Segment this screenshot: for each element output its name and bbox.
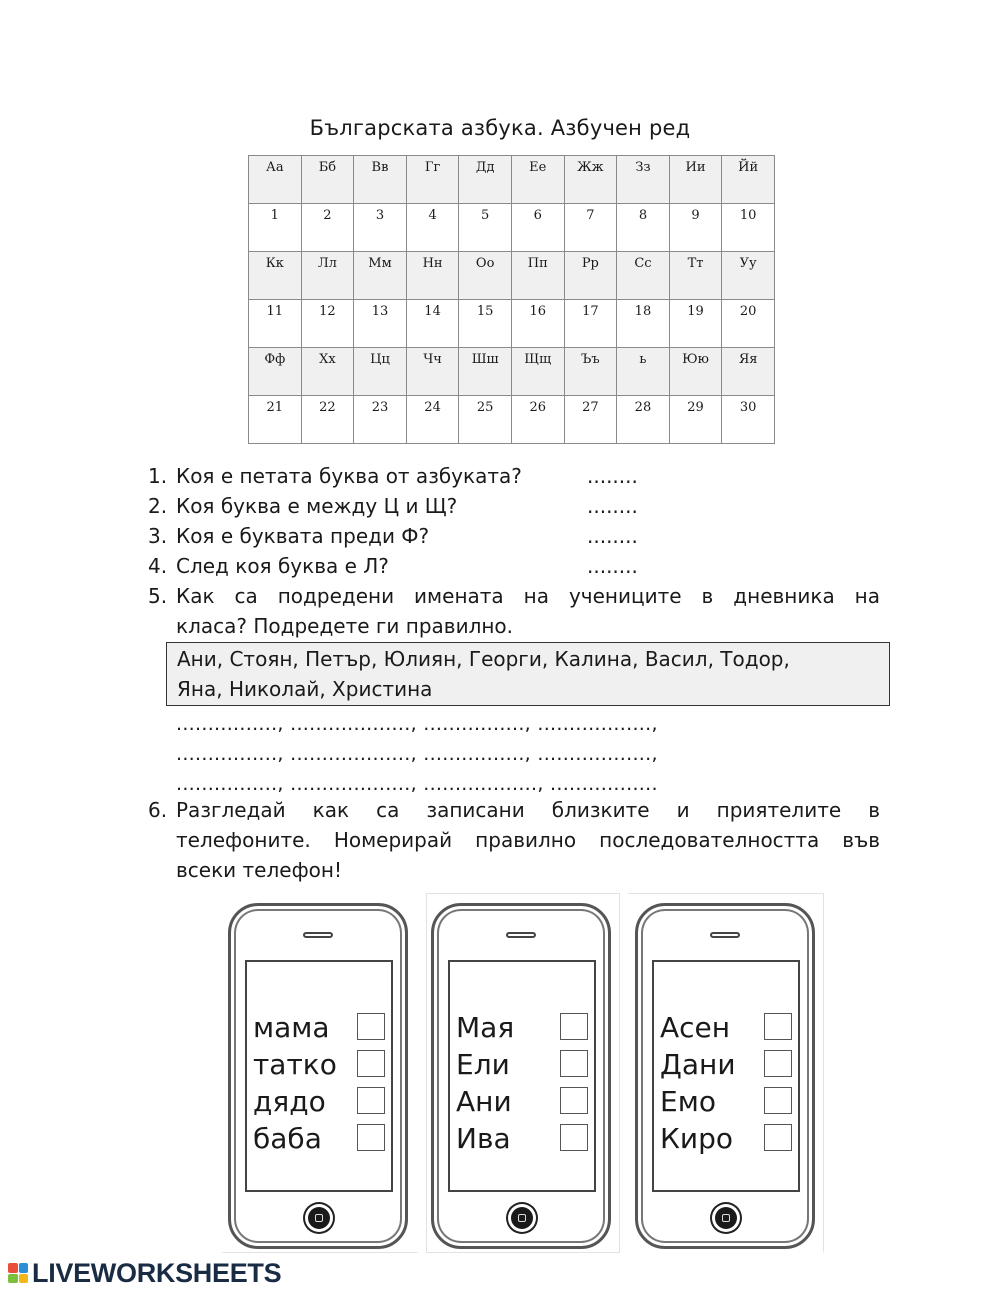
answer-line[interactable]: ................, ..................., .................., .................	[176, 773, 658, 795]
question-number: 3.	[148, 524, 168, 548]
letter-cell: Бб	[301, 156, 354, 204]
home-button-icon	[511, 1207, 533, 1229]
contact-name: Ани	[456, 1085, 512, 1118]
letter-cell: Лл	[301, 252, 354, 300]
number-cell: 9	[669, 204, 722, 252]
contact-name: дядо	[253, 1085, 326, 1118]
phone-speaker	[303, 932, 333, 938]
letter-cell: Йй	[722, 156, 775, 204]
number-cell: 18	[617, 300, 670, 348]
contact-entry	[456, 1120, 596, 1157]
question-number: 6.	[148, 798, 168, 822]
letter-cell: Вв	[354, 156, 407, 204]
number-cell: 24	[406, 396, 459, 444]
questions-list	[148, 461, 880, 641]
letter-cell: Фф	[249, 348, 302, 396]
phone-3	[635, 903, 815, 1249]
number-cell: 16	[511, 300, 564, 348]
question-3	[148, 521, 880, 551]
number-cell: 5	[459, 204, 512, 252]
contact-entry	[660, 1120, 800, 1157]
question-text-line: всеки телефон!	[176, 858, 342, 882]
phone-screen	[448, 960, 596, 1192]
number-cell: 7	[564, 204, 617, 252]
contact-name: баба	[253, 1122, 322, 1155]
order-checkbox[interactable]	[764, 1050, 792, 1077]
home-button-icon	[715, 1207, 737, 1229]
question-1	[148, 461, 880, 491]
question-text-line: Как са подредени имената на учениците в дневника на	[176, 584, 880, 608]
number-cell: 1	[249, 204, 302, 252]
number-cell: 23	[354, 396, 407, 444]
order-checkbox[interactable]	[357, 1124, 385, 1151]
contact-entry	[456, 1083, 596, 1120]
question-number: 4.	[148, 554, 168, 578]
logo-text: LIVEWORKSHEETS	[32, 1258, 282, 1288]
letter-cell: Яя	[722, 348, 775, 396]
question-text: Коя е буквата преди Ф?	[176, 524, 430, 548]
question-number: 5.	[148, 584, 168, 608]
order-checkbox[interactable]	[560, 1050, 588, 1077]
number-cell: 2	[301, 204, 354, 252]
alphabet-table	[248, 155, 775, 444]
contact-name: Асен	[660, 1011, 731, 1044]
letter-cell: Кк	[249, 252, 302, 300]
home-button-icon	[308, 1207, 330, 1229]
contact-entry	[660, 1046, 800, 1083]
contact-name: Дани	[660, 1048, 736, 1081]
letter-cell: Цц	[354, 348, 407, 396]
letter-row	[249, 348, 775, 396]
number-cell: 27	[564, 396, 617, 444]
question-number: 1.	[148, 464, 168, 488]
letter-cell: Зз	[617, 156, 670, 204]
contact-name: Емо	[660, 1085, 716, 1118]
phone-speaker	[506, 932, 536, 938]
letter-cell: Тт	[669, 252, 722, 300]
answer-blank[interactable]: ........	[587, 524, 638, 548]
number-cell: 15	[459, 300, 512, 348]
letter-cell: Рр	[564, 252, 617, 300]
number-cell: 28	[617, 396, 670, 444]
question-5	[148, 581, 880, 641]
letter-cell: Оо	[459, 252, 512, 300]
contact-name: татко	[253, 1048, 337, 1081]
order-checkbox[interactable]	[764, 1013, 792, 1040]
letter-cell: Уу	[722, 252, 775, 300]
number-cell: 4	[406, 204, 459, 252]
number-cell: 30	[722, 396, 775, 444]
number-cell: 14	[406, 300, 459, 348]
letter-cell: Сс	[617, 252, 670, 300]
letter-cell: Чч	[406, 348, 459, 396]
order-checkbox[interactable]	[560, 1124, 588, 1151]
phone-1	[228, 903, 408, 1249]
order-checkbox[interactable]	[764, 1087, 792, 1114]
number-cell: 11	[249, 300, 302, 348]
number-cell: 25	[459, 396, 512, 444]
answer-line[interactable]: ................, ..................., ................, ..................,	[176, 743, 658, 765]
names-line: Ани, Стоян, Петър, Юлиян, Георги, Калина, Васил, Тодор,	[177, 647, 790, 671]
letter-cell: Шш	[459, 348, 512, 396]
number-cell: 12	[301, 300, 354, 348]
phone-screen	[245, 960, 393, 1192]
letter-row	[249, 252, 775, 300]
answer-lines	[176, 709, 658, 799]
answer-blank[interactable]: ........	[587, 464, 638, 488]
contact-name: Ели	[456, 1048, 510, 1081]
order-checkbox[interactable]	[357, 1013, 385, 1040]
phone-2	[431, 903, 611, 1249]
order-checkbox[interactable]	[764, 1124, 792, 1151]
letter-cell: ь	[617, 348, 670, 396]
order-checkbox[interactable]	[560, 1087, 588, 1114]
order-checkbox[interactable]	[357, 1087, 385, 1114]
number-cell: 17	[564, 300, 617, 348]
question-text: Коя е петата буква от азбуката?	[176, 464, 522, 488]
letter-cell: Нн	[406, 252, 459, 300]
number-cell: 20	[722, 300, 775, 348]
contact-entry	[660, 1009, 800, 1046]
phone-screen	[652, 960, 800, 1192]
answer-blank[interactable]: ........	[587, 494, 638, 518]
number-cell: 29	[669, 396, 722, 444]
question-text	[176, 795, 880, 885]
letter-row	[249, 156, 775, 204]
question-text-line: Разгледай как са записани близките и приятелите в	[176, 798, 880, 822]
contact-entry	[456, 1046, 596, 1083]
contact-entry	[456, 1009, 596, 1046]
contact-entry	[660, 1083, 800, 1120]
number-cell: 21	[249, 396, 302, 444]
letter-cell: Пп	[511, 252, 564, 300]
question-2	[148, 491, 880, 521]
number-cell: 22	[301, 396, 354, 444]
letter-cell: Щщ	[511, 348, 564, 396]
question-text: Коя буква е между Ц и Щ?	[176, 494, 458, 518]
question-text-line: класа? Подредете ги правилно.	[176, 614, 514, 638]
number-cell: 13	[354, 300, 407, 348]
contact-entry	[253, 1083, 393, 1120]
letter-cell: Ее	[511, 156, 564, 204]
number-cell: 3	[354, 204, 407, 252]
answer-blank[interactable]: ........	[587, 554, 638, 578]
number-cell: 10	[722, 204, 775, 252]
letter-cell: Хх	[301, 348, 354, 396]
names-box	[166, 642, 890, 706]
letter-cell: Гг	[406, 156, 459, 204]
names-line: Яна, Николай, Христина	[177, 677, 433, 701]
number-row	[249, 396, 775, 444]
contact-entry	[253, 1046, 393, 1083]
question-number: 2.	[148, 494, 168, 518]
contact-name: мама	[253, 1011, 330, 1044]
number-cell: 26	[511, 396, 564, 444]
question-4	[148, 551, 880, 581]
phone-speaker	[710, 932, 740, 938]
order-checkbox[interactable]	[357, 1050, 385, 1077]
letter-cell: Дд	[459, 156, 512, 204]
contact-name: Мая	[456, 1011, 515, 1044]
number-cell: 8	[617, 204, 670, 252]
contact-entry	[253, 1120, 393, 1157]
page-title: Българската азбука. Азбучен ред	[309, 116, 691, 140]
question-text	[176, 581, 880, 641]
answer-line[interactable]: ................, ..................., ................, ..................,	[176, 713, 658, 735]
question-text-line: телефоните. Номерирай правилно последователността във	[176, 828, 880, 852]
number-cell: 6	[511, 204, 564, 252]
contact-entry	[253, 1009, 393, 1046]
letter-cell: Ъъ	[564, 348, 617, 396]
contact-name: Киро	[660, 1122, 733, 1155]
number-row	[249, 204, 775, 252]
number-row	[249, 300, 775, 348]
order-checkbox[interactable]	[560, 1013, 588, 1040]
contact-name: Ива	[456, 1122, 511, 1155]
question-text: След коя буква е Л?	[176, 554, 389, 578]
number-cell: 19	[669, 300, 722, 348]
letter-cell: Ии	[669, 156, 722, 204]
logo-grid-icon	[8, 1263, 28, 1283]
letter-cell: Юю	[669, 348, 722, 396]
letter-cell: Мм	[354, 252, 407, 300]
letter-cell: Аа	[249, 156, 302, 204]
letter-cell: Жж	[564, 156, 617, 204]
